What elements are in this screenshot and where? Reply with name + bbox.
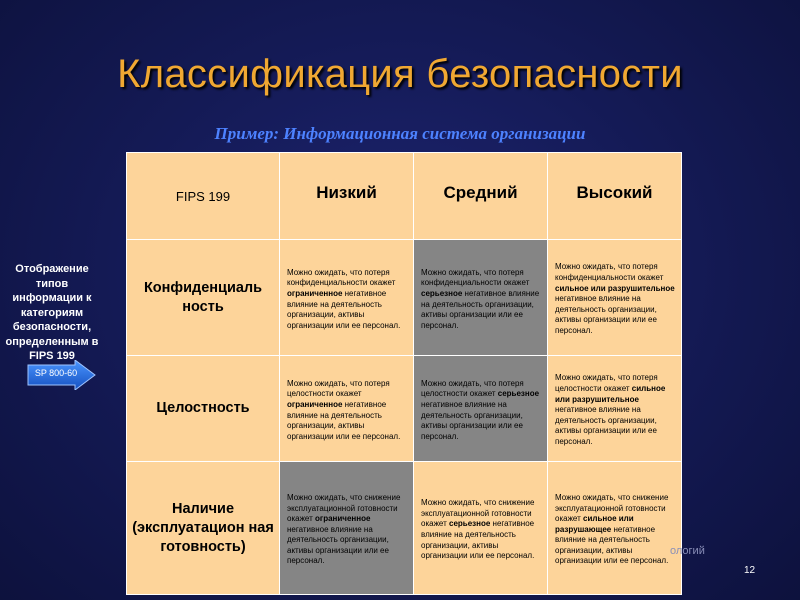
cell-availability-moderate: Можно ожидать, что снижение эксплуатационной готовности окажет серьезное негативное влияние на деятельность организации, активы организации или ее персонал.: [414, 462, 548, 595]
header-low: [280, 153, 414, 240]
row-label-availability: [127, 462, 280, 595]
page-number: 12: [744, 565, 756, 576]
table-row: [127, 356, 682, 462]
sp-800-60-label: SP 800-60: [34, 368, 78, 378]
cell-confidentiality-high: Можно ожидать, что потеря конфиденциальности окажет сильное или разрушительное негативное влияние на деятельность организации, активы организации или ее персонал.: [548, 240, 682, 356]
security-categorization-table: [126, 152, 682, 595]
cell-integrity-high: Можно ожидать, что потеря целостности окажет сильное или разрушительное негативное влияние на деятельность организации, активы организации или ее персонал.: [548, 356, 682, 462]
cell-integrity-low: Можно ожидать, что потеря целостности окажет ограниченное негативное влияние на деятельность организации, активы организации или ее персонал.: [280, 356, 414, 462]
cell-confidentiality-low: Можно ожидать, что потеря конфиденциальности окажет ограниченное негативное влияние на деятельность организации, активы организации или ее персонал.: [280, 240, 414, 356]
slide-subtitle: Пример: Информационная система организации: [214, 124, 586, 143]
header-moderate: [414, 153, 548, 240]
sp-800-60-button[interactable]: [27, 360, 97, 390]
cell-availability-low: Можно ожидать, что снижение эксплуатационной готовности окажет ограниченное негативное влияние на деятельность организации, активы организации или ее персонал.: [280, 462, 414, 595]
slide-title: Классификация безопасности: [117, 52, 683, 96]
cell-availability-high: Можно ожидать, что снижение эксплуатационной готовности окажет сильное или разрушающее негативное влияние на деятельность организации, активы организации или ее персонал.: [548, 462, 682, 595]
cell-confidentiality-moderate: Можно ожидать, что потеря конфиденциальности окажет серьезное негативное влияние на деятельность организации, активы организации или ее персонал.: [414, 240, 548, 356]
integrity-label: Целостность: [156, 400, 250, 416]
row-label-confidentiality: [127, 240, 280, 356]
fips-199-label: FIPS 199: [175, 188, 231, 204]
level-moderate-label: Средний: [443, 183, 518, 202]
level-high-label: Высокий: [576, 183, 653, 202]
cell-integrity-moderate: Можно ожидать, что потеря целостности окажет серьезное негативное влияние на деятельность организации, активы организации или ее персонал.: [414, 356, 548, 462]
level-low-label: Низкий: [316, 183, 377, 202]
confidentiality-label: Конфиденциаль ность: [143, 279, 263, 315]
footer-text: ологий: [670, 545, 705, 557]
table-row: [127, 462, 682, 595]
table-header-row: [127, 153, 682, 240]
side-note: Отображение типов информации к категориям безопасности, определенным в FIPS 199: [5, 263, 99, 362]
table-row: [127, 240, 682, 356]
header-fips-199: [127, 153, 280, 240]
availability-label: Наличие (эксплуатацион ная готовность): [132, 500, 274, 555]
header-high: [548, 153, 682, 240]
row-label-integrity: [127, 356, 280, 462]
